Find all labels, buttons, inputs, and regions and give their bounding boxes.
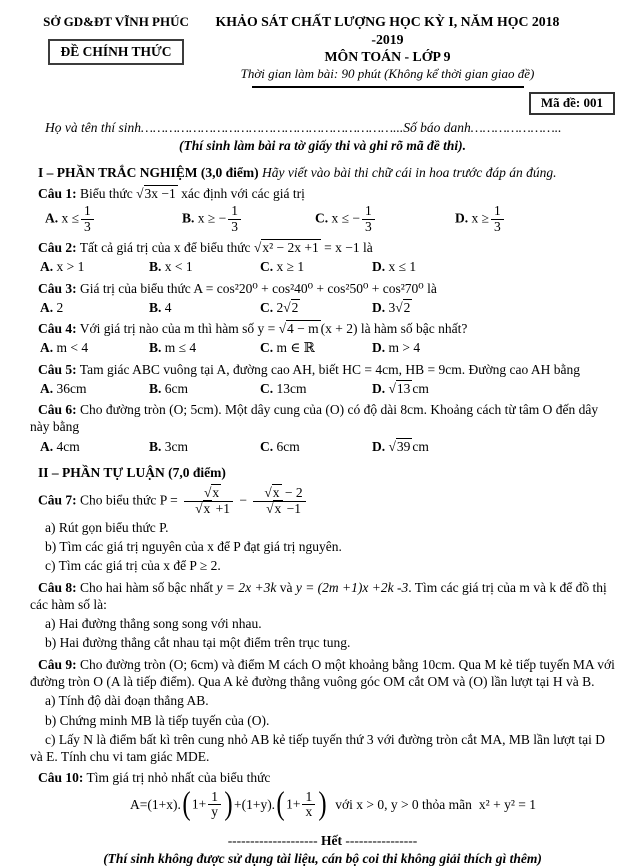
- question-6-label: Câu 6:: [38, 402, 77, 418]
- option-d-label: D.: [372, 259, 386, 275]
- option-b: [149, 339, 260, 356]
- question-1-label: Câu 1:: [38, 186, 77, 202]
- option-b: [149, 438, 260, 455]
- exam-subject: MÔN TOÁN - LỚP 9: [324, 49, 451, 65]
- sqrt-expression: √ x: [195, 500, 212, 516]
- option-a-text: x > 1: [56, 259, 85, 275]
- sqrt-expression: √ 3x −1: [136, 185, 178, 201]
- question-6: [30, 401, 615, 436]
- option-b-label: B.: [149, 340, 162, 356]
- option-c: [260, 380, 372, 397]
- option-b-label: B.: [149, 438, 162, 454]
- question-7: [30, 486, 615, 517]
- option-d-label: D.: [372, 438, 386, 454]
- formula-head: A=(1+x).: [130, 797, 181, 813]
- option-c-text: x ≥ 1: [276, 259, 305, 275]
- question-6-options: [40, 438, 615, 455]
- question-4-text-after: (x + 2) là hàm số bậc nhất?: [320, 321, 468, 337]
- option-c: [260, 299, 372, 316]
- denominator-tail: −1: [283, 501, 301, 516]
- question-9-label: Câu 9:: [38, 656, 77, 672]
- question-8-item-b: b) Hai đường thẳng cắt nhau tại một điểm trên trục tung.: [45, 635, 351, 651]
- option-d: [372, 299, 615, 316]
- option-b-label: B.: [149, 299, 162, 315]
- sqrt-expression: √ x² − 2x +1: [254, 239, 321, 255]
- option-a-text: 2: [56, 299, 64, 315]
- option-c-text: x ≤ −: [331, 210, 361, 226]
- fraction: $\frac{1}{y}$: [208, 790, 221, 821]
- numerator-tail: − 2: [281, 485, 303, 501]
- question-4: [30, 320, 615, 337]
- exam-code-row: [30, 92, 615, 116]
- option-d-text: cm: [412, 380, 429, 396]
- footer-note: (Thí sinh không được sử dụng tài liệu, cán bộ coi thi không giải thích gì thêm): [103, 850, 542, 866]
- big-paren-open-icon: [276, 790, 284, 820]
- question-8-item-a: a) Hai đường thẳng song song với nhau.: [45, 616, 262, 632]
- question-9-item-c: c) Lấy N là điểm bất kì trên cung nhỏ AB kẻ tiếp tuyến thứ 3 với đường tròn cắt MA, MB lần lượt tại D và E. Tính chu vi tam giác MDE.: [30, 731, 606, 765]
- question-9-item-a: a) Tính độ dài đoạn thẳng AB.: [45, 693, 209, 709]
- sqrt-expression: √ 39: [389, 438, 413, 454]
- question-4-text: Với giá trị nào của m thì hàm số y =: [79, 321, 276, 337]
- option-c-label: C.: [260, 340, 274, 356]
- option-a: [40, 258, 149, 275]
- option-c-text: 6cm: [276, 438, 300, 454]
- end-dashes-left: --------------------: [227, 833, 318, 849]
- question-3-text: Giá trị của biểu thức A = cos²20⁰ + cos²40⁰ + cos²50⁰ + cos²70⁰ là: [80, 280, 437, 296]
- big-paren-open-icon: [182, 790, 190, 820]
- function-expression-2: y = (2m +1)x +2k -3: [295, 579, 409, 595]
- option-c-text: m ∈ ℝ: [276, 340, 315, 356]
- header-divider: [252, 86, 524, 88]
- question-1-text: Biểu thức: [80, 186, 133, 202]
- option-b: [182, 204, 315, 235]
- option-b-label: B.: [149, 259, 162, 275]
- question-3-label: Câu 3:: [38, 280, 77, 296]
- fraction: $\frac{1}{x}$: [302, 790, 315, 821]
- option-a-label: A.: [40, 259, 54, 275]
- question-7-item-b: b) Tìm các giá trị nguyên của x để P đạt giá trị nguyên.: [45, 539, 342, 555]
- option-d-text: m > 4: [388, 340, 421, 356]
- question-10-formula: [130, 790, 615, 821]
- option-d-text: x ≥: [471, 210, 490, 226]
- section-2-heading: [30, 464, 615, 481]
- question-4-label: Câu 4:: [38, 321, 77, 337]
- denominator-tail: +1: [212, 501, 230, 516]
- option-d: [372, 258, 615, 275]
- sqrt-expression: √ x: [266, 500, 283, 516]
- question-2-text-after: = x −1 là: [324, 239, 373, 255]
- question-10: [30, 769, 615, 786]
- option-a-text: 4cm: [56, 438, 80, 454]
- end-dashes-right: ----------------: [345, 833, 418, 849]
- option-a-label: A.: [40, 299, 54, 315]
- section-1-instruction: Hãy viết vào bài thi chữ cái in hoa trước đáp án đúng.: [262, 164, 557, 180]
- option-d: [372, 438, 615, 455]
- option-d-label: D.: [372, 340, 386, 356]
- question-2-options: [40, 258, 615, 275]
- question-5-text: Tam giác ABC vuông tại A, đường cao AH, biết HC = 4cm, HB = 9cm. Đường cao AH bằng: [79, 361, 581, 377]
- question-8-label: Câu 8:: [38, 579, 77, 595]
- section-1-heading: [30, 164, 615, 181]
- formula-mid: +(1+y).: [233, 797, 276, 813]
- option-c-text: 2: [276, 299, 284, 315]
- question-2: [30, 239, 615, 256]
- header-left: [30, 8, 202, 88]
- end-label: Hết: [320, 833, 342, 849]
- option-d: [455, 204, 615, 235]
- sqrt-expression: √ x: [264, 484, 281, 500]
- header-right: [202, 8, 615, 88]
- question-8-text: Cho hai hàm số bậc nhất: [80, 579, 214, 595]
- question-7-item-c: c) Tìm các giá trị của x để P ≥ 2.: [45, 558, 221, 574]
- sqrt-expression: √ 2: [283, 299, 300, 315]
- option-c-label: C.: [260, 380, 274, 396]
- question-9-text: Cho đường tròn (O; 6cm) và điểm M cách O một khoảng bằng 10cm. Qua M kẻ tiếp tuyến MA với đường tròn O (A là tiếp điểm). Qua A kẻ đường thẳng vuông góc OM cắt OM và (O) lần lượt tại H và B.: [30, 656, 615, 689]
- question-8-text-after: . Tìm các giá trị của m và k để đồ thị các hàm số là:: [30, 579, 607, 612]
- section-1-title: I – PHẦN TRẮC NGHIỆM (3,0 điểm): [38, 164, 259, 180]
- option-a: [45, 204, 182, 235]
- option-d-text: x ≤ 1: [388, 259, 417, 275]
- option-c: [260, 438, 372, 455]
- paren-2-content: 1+ $\frac{1}{x}$: [286, 790, 317, 821]
- official-exam-box: ĐỀ CHÍNH THỨC: [48, 39, 183, 65]
- question-10-label: Câu 10:: [38, 770, 84, 786]
- option-a-text: x ≤: [61, 210, 80, 226]
- fraction: $\frac{1}{3}$: [491, 204, 504, 235]
- option-d: [372, 339, 615, 356]
- option-c-label: C.: [260, 438, 274, 454]
- option-a: [40, 438, 149, 455]
- option-a: [40, 299, 149, 316]
- header-note: (Thí sinh làm bài ra tờ giấy thi và ghi rõ mã đề thi).: [178, 138, 467, 154]
- option-c: [260, 258, 372, 275]
- option-b-label: B.: [149, 380, 162, 396]
- question-4-options: [40, 339, 615, 356]
- fraction: [253, 486, 305, 517]
- option-b-text: x < 1: [164, 259, 193, 275]
- question-6-text: Cho đường tròn (O; 5cm). Một dây cung của (O) có độ dài 8cm. Khoảng cách từ tâm O đến dây này bằng: [30, 402, 599, 435]
- option-b: [149, 299, 260, 316]
- exam-title: KHẢO SÁT CHẤT LƯỢNG HỌC KỲ I, NĂM HỌC 2018 -2019: [215, 14, 560, 47]
- question-10-text: Tìm giá trị nhỏ nhất của biểu thức: [86, 770, 271, 786]
- option-c: [260, 339, 372, 356]
- question-8-text-mid: và: [279, 579, 293, 595]
- minus-sign: −: [239, 492, 247, 508]
- option-b: [149, 258, 260, 275]
- option-c-text: 13cm: [276, 380, 307, 396]
- option-b-text: 6cm: [164, 380, 189, 396]
- question-5: [30, 361, 615, 378]
- option-c-label: C.: [315, 210, 329, 226]
- option-b-text: m ≤ 4: [164, 340, 197, 356]
- sqrt-expression: √ 2: [395, 299, 412, 315]
- option-b-label: B.: [182, 210, 195, 226]
- question-7-item-a: a) Rút gọn biểu thức P.: [45, 519, 169, 535]
- section-2-title: II – PHẦN TỰ LUẬN (7,0 điểm): [38, 464, 226, 480]
- question-5-options: [40, 380, 615, 397]
- option-b-text: 3cm: [164, 438, 189, 454]
- function-expression-1: y = 2x +3k: [216, 579, 277, 595]
- sqrt-expression: √ x: [204, 484, 221, 500]
- end-line: [30, 832, 615, 849]
- fraction: $\frac{1}{3}$: [228, 204, 241, 235]
- question-7-label: Câu 7:: [38, 492, 77, 508]
- option-b-text: x ≥ −: [197, 210, 227, 226]
- question-8: [30, 579, 615, 614]
- question-1: [30, 185, 615, 202]
- option-a: [40, 339, 149, 356]
- option-a-label: A.: [45, 210, 59, 226]
- question-5-label: Câu 5:: [38, 361, 77, 377]
- fraction: $\frac{1}{3}$: [362, 204, 375, 235]
- paren-1-content: 1+ $\frac{1}{y}$: [192, 790, 223, 821]
- question-3: [30, 280, 615, 297]
- option-d-label: D.: [455, 210, 469, 226]
- header: [30, 8, 615, 88]
- option-a-label: A.: [40, 340, 54, 356]
- option-a-text: m < 4: [56, 340, 89, 356]
- option-d-text: 3: [388, 299, 396, 315]
- question-7-text: Cho biểu thức P =: [80, 492, 178, 508]
- option-d-label: D.: [372, 299, 386, 315]
- option-a-label: A.: [40, 380, 54, 396]
- sqrt-expression: √ 4 − m: [279, 320, 321, 336]
- big-paren-close-icon: [224, 790, 232, 820]
- option-b-text: 4: [164, 299, 172, 315]
- sqrt-expression: √ 13: [389, 380, 413, 396]
- question-1-options: [45, 204, 615, 235]
- candidate-name-line: Họ và tên thí sinh………………………………………………………...Số báo danh…………………..: [45, 120, 562, 136]
- option-d-text: cm: [412, 438, 429, 454]
- question-2-label: Câu 2:: [38, 239, 77, 255]
- formula-condition: x² + y² = 1: [478, 797, 536, 813]
- option-d: [372, 380, 615, 397]
- option-c: [315, 204, 455, 235]
- option-a-label: A.: [40, 438, 54, 454]
- question-9: [30, 656, 615, 691]
- option-c-label: C.: [260, 299, 274, 315]
- big-paren-close-icon: [319, 790, 327, 820]
- question-1-text-after: xác định với các giá trị: [181, 186, 305, 202]
- question-2-text: Tất cả giá trị của x để biểu thức: [79, 239, 251, 255]
- formula-condition-text: với x > 0, y > 0 thỏa mãn: [335, 797, 472, 813]
- option-d-label: D.: [372, 380, 386, 396]
- option-a: [40, 380, 149, 397]
- fraction: $\frac{1}{3}$: [81, 204, 94, 235]
- option-a-text: 36cm: [56, 380, 87, 396]
- question-3-options: [40, 299, 615, 316]
- option-c-label: C.: [260, 259, 274, 275]
- department-name: SỞ GD&ĐT VĨNH PHÚC: [43, 14, 189, 29]
- fraction: [184, 486, 233, 517]
- option-b: [149, 380, 260, 397]
- question-9-item-b: b) Chứng minh MB là tiếp tuyến của (O).: [45, 712, 270, 728]
- exam-duration: Thời gian làm bài: 90 phút (Không kể thời gian giao đề): [240, 65, 535, 81]
- exam-code-box: Mã đề: 001: [529, 92, 615, 116]
